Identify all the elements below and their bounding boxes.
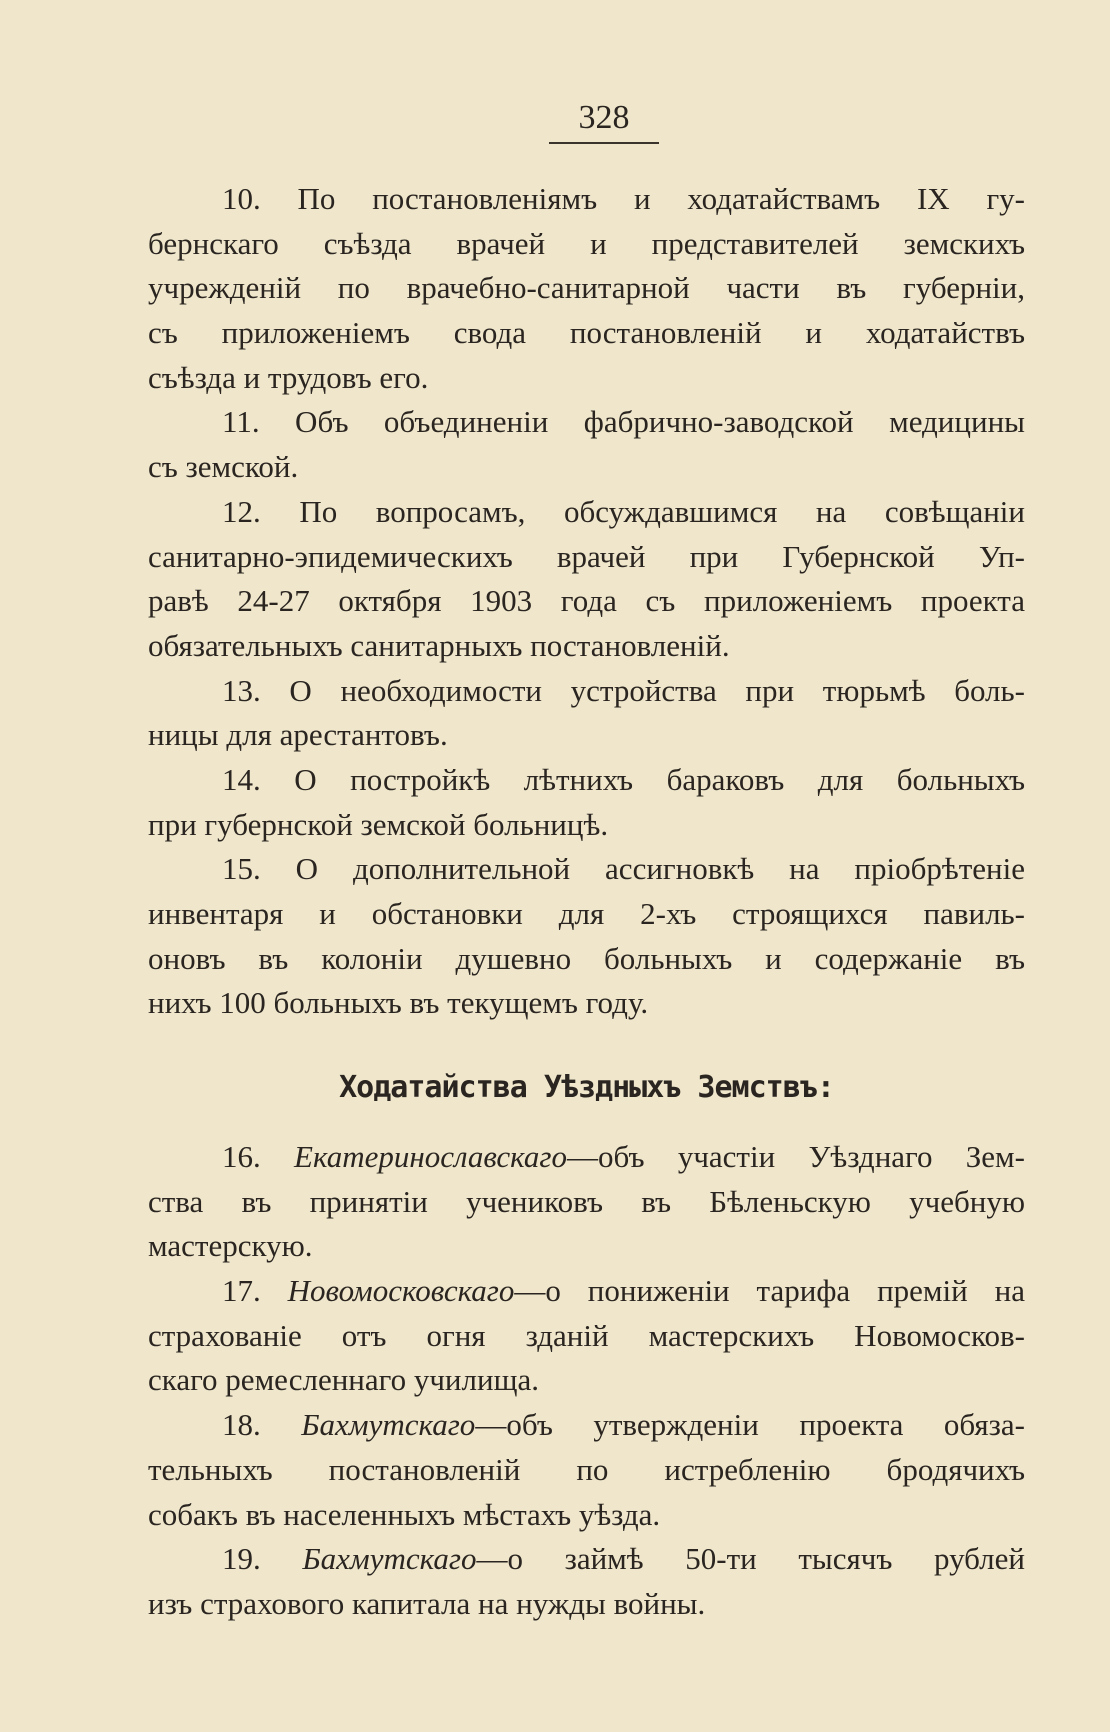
paragraph-item xyxy=(148,758,1025,847)
petition-item xyxy=(148,1537,1025,1626)
text-line: изъ страхового капитала на нужды войны. xyxy=(148,1585,706,1621)
text-line: 10. По постановленіямъ и ходатайствамъ IX гу- xyxy=(222,181,1025,216)
district-petitions-list xyxy=(148,1135,1025,1627)
section-heading: Ходатайства Уѣздныхъ Земствъ: xyxy=(339,1070,834,1105)
text-line: бернскаго съѣзда врачей и представителей земскихъ xyxy=(148,225,1025,261)
petition-item xyxy=(148,1135,1025,1269)
text-line xyxy=(148,1135,1025,1180)
text-line: равѣ 24-27 октября 1903 года съ приложеніемъ проекта xyxy=(148,583,1025,619)
text-line xyxy=(148,1403,1025,1448)
zemstvo-name: Бахмутскаго xyxy=(302,1541,477,1577)
text-line: обязательныхъ санитарныхъ постановленій. xyxy=(148,627,730,663)
text-line: страхованіе отъ огня зданій мастерскихъ Новомосков- xyxy=(148,1317,1025,1353)
zemstvo-name: Екатеринославскаго xyxy=(294,1139,568,1174)
paragraph-item xyxy=(148,177,1025,400)
item-number: 18. xyxy=(222,1407,302,1443)
text-line: собакъ въ населенныхъ мѣстахъ уѣзда. xyxy=(148,1496,661,1532)
text-line: 12. По вопросамъ, обсуждавшимся на совѣщаніи xyxy=(222,493,1025,529)
paragraph-item xyxy=(148,400,1025,489)
text-line: скаго ремесленнаго училища. xyxy=(148,1362,539,1398)
text-line: 14. О постройкѣ лѣтнихъ бараковъ для больныхъ xyxy=(222,761,1025,797)
zemstvo-name: Новомосковскаго xyxy=(287,1273,515,1309)
paragraph-item xyxy=(148,847,1025,1026)
text-line: мастерскую. xyxy=(148,1228,313,1264)
text-line: инвентаря и обстановки для 2-хъ строящихся павиль- xyxy=(148,896,1025,931)
text-segment: —о займѣ 50-ти тысячъ рублей xyxy=(476,1541,1025,1577)
text-line: съѣзда и трудовъ его. xyxy=(148,359,429,395)
text-segment: —объ утвержденіи проекта обяза- xyxy=(475,1407,1025,1443)
petition-item xyxy=(148,1269,1025,1403)
item-number: 17. xyxy=(222,1273,288,1309)
item-number: 16. xyxy=(222,1139,295,1174)
paragraph-item xyxy=(148,669,1025,758)
text-line xyxy=(148,1269,1025,1314)
page-number: 328 xyxy=(549,98,659,144)
text-line: 13. О необходимости устройства при тюрьмѣ боль- xyxy=(222,672,1025,708)
text-line: ницы для арестантовъ. xyxy=(148,717,448,753)
resolutions-list xyxy=(148,177,1025,1026)
item-number: 19. xyxy=(222,1541,303,1577)
text-line: 15. О дополнительной ассигновкѣ на пріобрѣтеніе xyxy=(222,851,1025,887)
text-line: съ приложеніемъ свода постановленій и ходатайствъ xyxy=(148,315,1025,351)
text-line: санитарно-эпидемическихъ врачей при Губернской Уп- xyxy=(148,538,1025,574)
text-line: тельныхъ постановленій по истребленію бродячихъ xyxy=(148,1451,1025,1487)
text-line: оновъ въ колоніи душевно больныхъ и содержаніе въ xyxy=(148,940,1025,976)
paragraph-item xyxy=(148,490,1025,669)
zemstvo-name: Бахмутскаго xyxy=(301,1407,476,1443)
text-line: 11. Объ объединеніи фабрично-заводской медицины xyxy=(222,404,1025,440)
text-segment: —о пониженіи тарифа премій на xyxy=(514,1273,1025,1309)
text-line xyxy=(148,1537,1025,1582)
text-line: учрежденій по врачебно-санитарной части въ губерніи, xyxy=(148,270,1025,306)
text-line: при губернской земской больницѣ. xyxy=(148,806,609,842)
text-segment: —объ участіи Уѣзднаго Зем- xyxy=(567,1139,1025,1174)
text-line: ства въ принятіи учениковъ въ Бѣленьскую учебную xyxy=(148,1183,1025,1219)
text-line: съ земской. xyxy=(148,449,299,485)
text-line: нихъ 100 больныхъ въ текущемъ году. xyxy=(148,985,649,1021)
petition-item xyxy=(148,1403,1025,1537)
